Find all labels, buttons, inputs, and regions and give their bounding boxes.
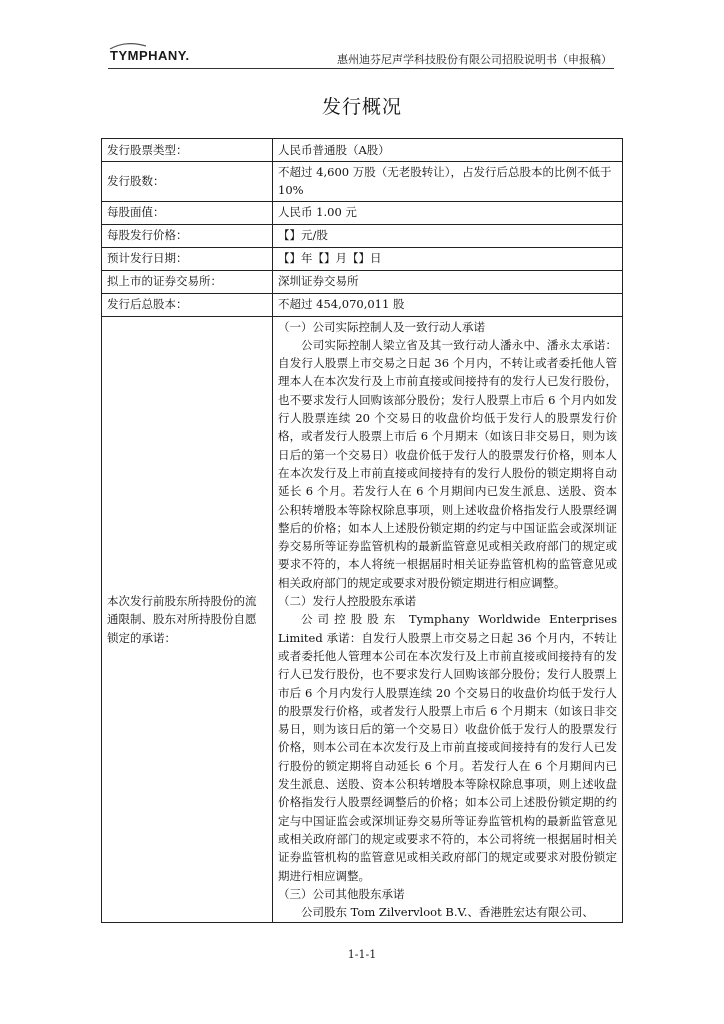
section-title: （一）公司实际控制人及一致行动人承诺	[278, 319, 485, 334]
section-body: 公司股东 Tom Zilvervloot B.V.、香港胜宏达有限公司、	[301, 905, 594, 920]
row-value: 深圳证券交易所	[273, 270, 623, 293]
page-title: 发行概况	[321, 96, 402, 118]
table-row	[102, 270, 623, 293]
row-label: 本次发行前股东所持股份的流通限制、股东对所持股份自愿锁定的承诺：	[102, 316, 273, 923]
row-value: 【】元/股	[273, 224, 623, 247]
table-row	[102, 201, 623, 224]
row-label: 预计发行日期：	[102, 247, 273, 270]
table-row	[102, 162, 623, 202]
lockup-commitments	[273, 316, 623, 923]
row-value: 人民币 1.00 元	[273, 201, 623, 224]
company-logo: TYMPHANY.	[110, 48, 190, 63]
table-row	[102, 224, 623, 247]
row-label: 每股发行价格：	[102, 224, 273, 247]
table-row	[102, 139, 623, 162]
section-title: （二）发行人控股股东承诺	[278, 594, 416, 609]
document-title: 惠州迪芬尼声学科技股份有限公司招股说明书（申报稿）	[337, 53, 612, 66]
section-body: 公司实际控制人梁立省及其一致行动人潘永中、潘永太承诺：自发行人股票上市交易之日起 36 个月内，不转让或者委托他人管理本人在本次发行及上市前直接或间接持有的发行人已发行股份，也不要求发行人回购该部分股份；发行人股票上市后 6 个月内如发行人股票连续 20 个交易日的收盘价均低于发行人的股票发行价格，或者发行人股票上市后 6 个月期末（如该日非交易日，则为该日后的第一个交易日）收盘价低于发行人的股票发行价格，则本人在本次发行及上市前直接或间接持有的发行人股份的锁定期将自动延长 6 个月。若发行人在 6 个月期间内已发生派息、送股、资本公积转增股本等除权除息事项，则上述收盘价格指发行人股票经调整后的价格；如本人上述股份锁定期的约定与中国证监会或深圳证券交易所等证券监管机构的最新监管意见或相关政府部门的规定或要求不符的，本人将统一根据届时相关证券监管机构的监管意见或相关政府部门的规定或要求对股份锁定期进行相应调整。	[278, 337, 617, 590]
table-row	[102, 247, 623, 270]
page-header	[108, 44, 614, 69]
row-label: 发行后总股本：	[102, 293, 273, 316]
row-label: 每股面值：	[102, 201, 273, 224]
page-number: 1-1-1	[347, 948, 377, 961]
row-value: 【】年【】月【】日	[273, 247, 623, 270]
row-value: 不超过 4,600 万股（无老股转让），占发行后总股本的比例不低于 10%	[273, 162, 623, 202]
offering-overview-table	[101, 138, 623, 923]
table-row-lockup	[102, 316, 623, 923]
section-title: （三）公司其他股东承诺	[278, 886, 405, 901]
row-label: 发行股数：	[102, 162, 273, 202]
row-value: 人民币普通股（A股）	[273, 139, 623, 162]
table-row	[102, 293, 623, 316]
row-label: 发行股票类型：	[102, 139, 273, 162]
row-value: 不超过 454,070,011 股	[273, 293, 623, 316]
section-body: 公司控股股东 Tymphany Worldwide Enterprises Limited 承诺：自发行人股票上市交易之日起 36 个月内，不转让或者委托他人管理本公司在本次发行及上市前直接或间接持有的发行人已发行股份，也不要求发行人回购该部分股份；发行人股票上市后 6 个月内发行人股票连续 20 个交易日的收盘价均低于发行人的股票发行价格，或者发行人股票上市后 6 个月期末（如该日非交易日，则为该日后的第一个交易日）收盘价低于发行人的股票发行价格，则本公司在本次发行及上市前直接或间接持有的发行人已发行股份的锁定期将自动延长 6 个月。若发行人在 6 个月期间内已发生派息、送股、资本公积转增股本等除权除息事项，则上述收盘价格指发行人股票经调整后的价格；如本公司上述股份锁定期的约定与中国证监会或深圳证券交易所等证券监管机构的最新监管意见或相关政府部门的规定或要求不符的，本公司将统一根据届时相关证券监管机构的监管意见或相关政府部门的规定或要求对股份锁定期进行相应调整。	[278, 612, 617, 883]
row-label: 拟上市的证券交易所：	[102, 270, 273, 293]
